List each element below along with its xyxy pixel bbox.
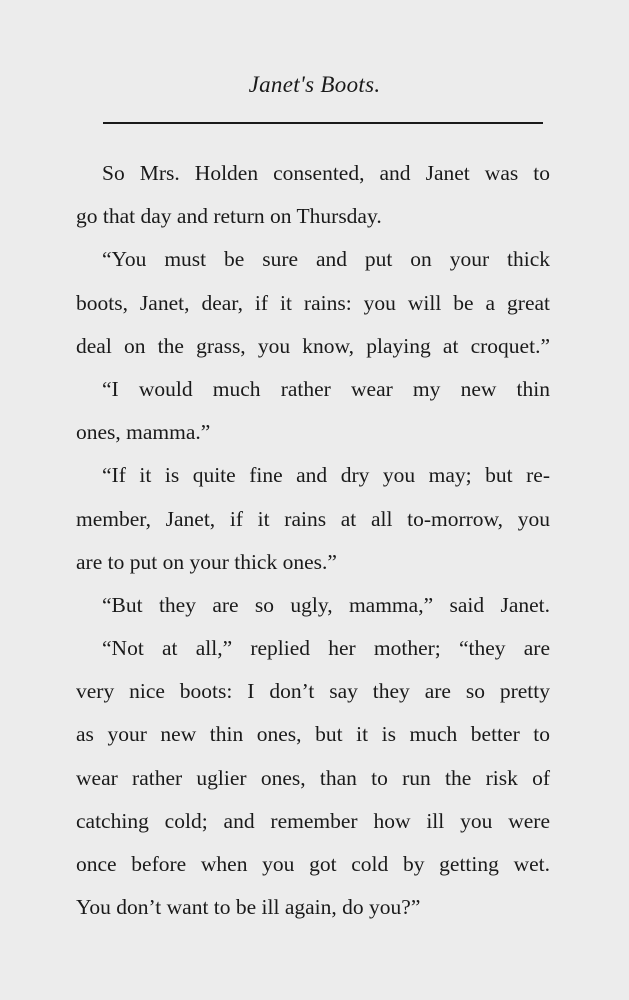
text-line: very nice boots: I don’t say they are so pretty — [76, 679, 550, 704]
text-line: “I would much rather wear my new thin — [102, 376, 550, 401]
text-line: once before when you got cold by getting wet. — [76, 852, 550, 876]
text-line: as your new thin ones, but it is much better to — [76, 722, 550, 747]
text-line: “You must be sure and put on your thick — [102, 247, 550, 272]
text-line: deal on the grass, you know, playing at croquet.” — [76, 333, 550, 358]
header-rule — [103, 122, 543, 124]
text-line: wear rather uglier ones, than to run the risk of — [76, 765, 550, 790]
text-line: member, Janet, if it rains at all to-morrow, you — [76, 506, 550, 531]
text-line: ones, mamma.” — [76, 420, 211, 445]
text-line: are to put on your thick ones.” — [76, 549, 337, 574]
text-line: catching cold; and remember how ill you were — [76, 808, 550, 833]
text-line: boots, Janet, dear, if it rains: you will be a great — [76, 290, 550, 315]
text-line: “If it is quite fine and dry you may; but re- — [102, 463, 550, 488]
running-head: Janet's Boots. — [248, 72, 381, 97]
text-line: go that day and return on Thursday. — [76, 204, 382, 229]
text-line: “But they are so ugly, mamma,” said Janet. — [102, 592, 550, 617]
text-line: “Not at all,” replied her mother; “they are — [102, 636, 550, 661]
text-line: You don’t want to be ill again, do you?” — [76, 895, 421, 920]
body-text — [76, 152, 550, 929]
text-line: So Mrs. Holden consented, and Janet was to — [102, 161, 550, 185]
